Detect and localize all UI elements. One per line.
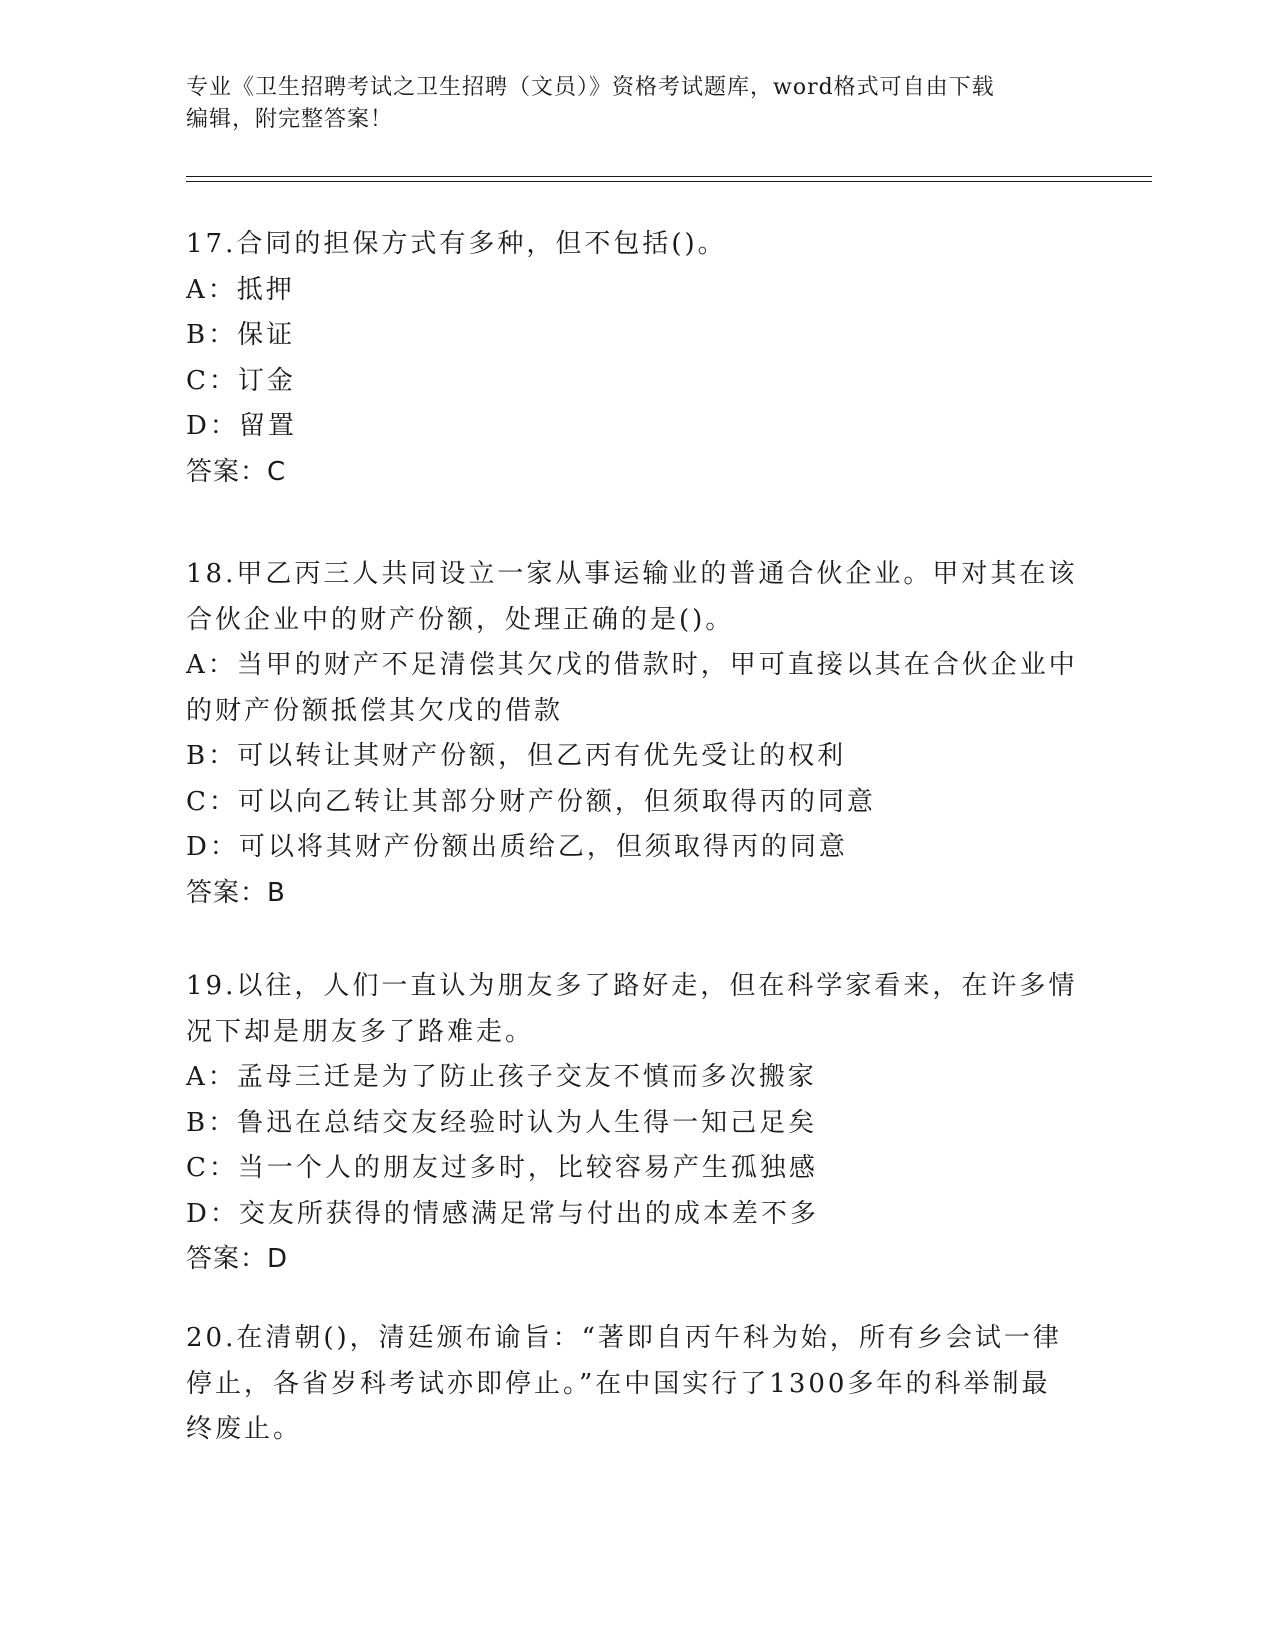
option-a: A：当甲的财产不足清偿其欠戊的借款时，甲可直接以其在合伙企业中 [186,650,1078,680]
option-b: B：可以转让其财产份额，但乙丙有优先受让的权利 [186,741,847,771]
option-d: D：留置 [186,411,297,441]
header-line-2: 编辑，附完整答案！ [186,107,394,132]
option-d: D：可以将其财产份额出质给乙，但须取得丙的同意 [186,832,848,862]
question-stem: 20.在清朝()，清廷颁布谕旨：“著即自丙午科为始，所有乡会试一律 [186,1323,1062,1353]
answer: 答案：D [186,1244,289,1274]
option-c: C：可以向乙转让其部分财产份额，但须取得丙的同意 [186,786,876,817]
question-stem: 17.合同的担保方式有多种，但不包括()。 [186,229,727,259]
question-19 [186,964,1086,1283]
question-stem: 况下却是朋友多了路难走。 [186,1016,535,1047]
header-divider [186,176,1152,182]
question-18 [186,552,1086,916]
option-a: A：抵押 [186,274,295,305]
option-c: C：当一个人的朋友过多时，比较容易产生孤独感 [186,1153,818,1183]
question-17 [186,222,1086,495]
question-stem: 合伙企业中的财产份额，处理正确的是()。 [186,604,735,635]
question-stem: 19.以往，人们一直认为朋友多了路好走，但在科学家看来，在许多情 [186,971,1078,1001]
option-c: C：订金 [186,365,296,396]
question-stem: 停止，各省岁科考试亦即停止。”在中国实行了1300多年的科举制最 [186,1368,1051,1399]
option-b: B：鲁迅在总结交友经验时认为人生得一知己足矣 [186,1107,818,1138]
option-b: B：保证 [186,320,296,350]
header-line-1: 专业《卫生招聘考试之卫生招聘（文员）》资格考试题库，word格式可自由下载 [186,75,995,100]
answer: 答案：B [186,877,286,908]
answer: 答案：C [186,456,287,487]
option-a: A：孟母三迁是为了防止孩子交友不慎而多次搬家 [186,1062,817,1092]
option-a-continued: 的财产份额抵偿其欠戊的借款 [186,695,564,726]
question-stem: 18.甲乙丙三人共同设立一家从事运输业的普通合伙企业。甲对其在该 [186,559,1078,589]
question-20 [186,1316,1086,1453]
question-stem: 终废止。 [186,1414,303,1444]
document-header [186,72,1086,136]
option-d: D：交友所获得的情感满足常与付出的成本差不多 [186,1198,819,1229]
